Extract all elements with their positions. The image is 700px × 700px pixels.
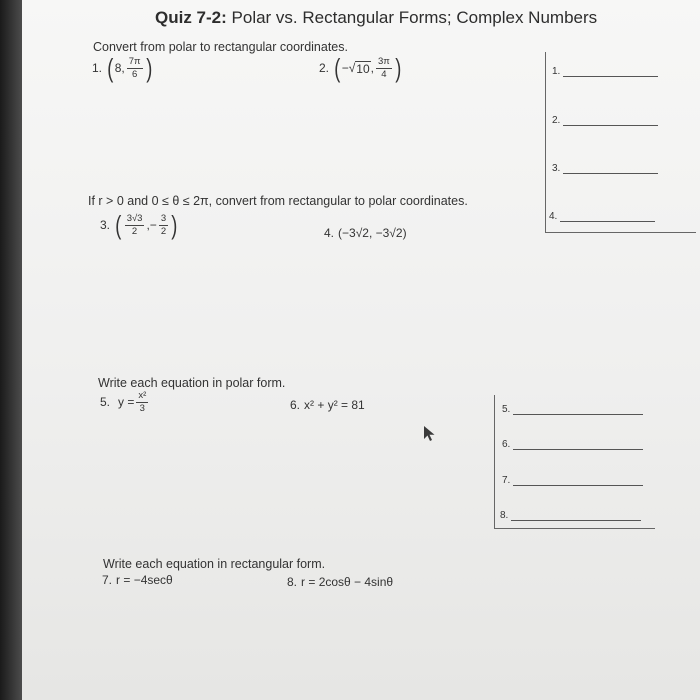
problem-2-radicand: 10 bbox=[356, 61, 370, 76]
problem-3-number: 3. bbox=[100, 218, 111, 232]
problem-7-expression: r = −4secθ bbox=[116, 573, 173, 587]
answer-line-6[interactable]: 6. bbox=[502, 439, 643, 450]
problem-6-number: 6. bbox=[290, 398, 301, 412]
problem-1-angle: $\frac{7\pi}{6}$ bbox=[128, 56, 141, 80]
section3-heading: Write each equation in polar form. bbox=[98, 376, 286, 390]
answer-line-4[interactable]: 4. bbox=[549, 211, 655, 222]
problem-5-fraction: $\frac{\text{x²}}{3}$ bbox=[138, 390, 147, 414]
section4-heading: Write each equation in rectangular form. bbox=[103, 557, 326, 571]
problem-1-radius: 8, bbox=[114, 61, 125, 75]
problem-3-x: $\frac{3√3}{2}$ bbox=[126, 213, 143, 237]
problem-4-number: 4. bbox=[324, 226, 335, 240]
answer-line-1[interactable]: 1. bbox=[552, 66, 658, 77]
problem-7 bbox=[102, 573, 173, 587]
problem-1-number: 1. bbox=[92, 61, 103, 75]
problem-8-number: 8. bbox=[287, 575, 298, 589]
problem-4-expression: (−3√2, −3√2) bbox=[338, 226, 407, 240]
problem-3-y: $\frac{3}{2}$ bbox=[160, 213, 167, 237]
quiz-title-text: Polar vs. Rectangular Forms; Complex Numbers bbox=[226, 8, 598, 27]
problem-5-number: 5. bbox=[100, 395, 111, 409]
answer-box-middle bbox=[494, 395, 655, 529]
problem-2-sign: − bbox=[341, 61, 349, 75]
answer-line-5[interactable]: 5. bbox=[502, 404, 643, 415]
problem-1: 1. ( 8, $\frac{7\pi}{6}$ ) bbox=[92, 53, 152, 83]
problem-2-angle: $\frac{3\pi}{4}$ bbox=[378, 56, 390, 80]
problem-4 bbox=[324, 226, 407, 240]
problem-8 bbox=[287, 575, 393, 589]
problem-5: 5. y = $\frac{\text{x²}}{3}$ bbox=[100, 390, 147, 414]
problem-7-number: 7. bbox=[102, 573, 113, 587]
problem-8-expression: r = 2cosθ − 4sinθ bbox=[301, 575, 394, 589]
section1-heading: Convert from polar to rectangular coordinates. bbox=[93, 40, 348, 54]
answer-line-8[interactable]: 8. bbox=[500, 510, 641, 521]
answer-line-3[interactable]: 3. bbox=[552, 163, 658, 174]
section2-heading: If r > 0 and 0 ≤ θ ≤ 2π, convert from rectangular to polar coordinates. bbox=[88, 194, 468, 208]
quiz-paper bbox=[22, 0, 700, 700]
problem-2-number: 2. bbox=[319, 61, 330, 75]
answer-box-top bbox=[545, 52, 696, 233]
problem-3: 3. ( $\frac{3√3}{2}$ ,− $\frac{3}{2}$ ) bbox=[100, 210, 178, 240]
answer-line-7[interactable]: 7. bbox=[502, 475, 643, 486]
quiz-title bbox=[155, 8, 597, 28]
answer-line-2[interactable]: 2. bbox=[552, 115, 658, 126]
problem-6 bbox=[290, 398, 365, 412]
mouse-cursor-icon bbox=[423, 425, 437, 443]
problem-6-expression: x² + y² = 81 bbox=[304, 398, 365, 412]
quiz-title-number: Quiz 7-2: bbox=[155, 8, 227, 27]
problem-2: 2. ( − √ 10 , $\frac{3\pi}{4}$ ) bbox=[319, 53, 402, 83]
